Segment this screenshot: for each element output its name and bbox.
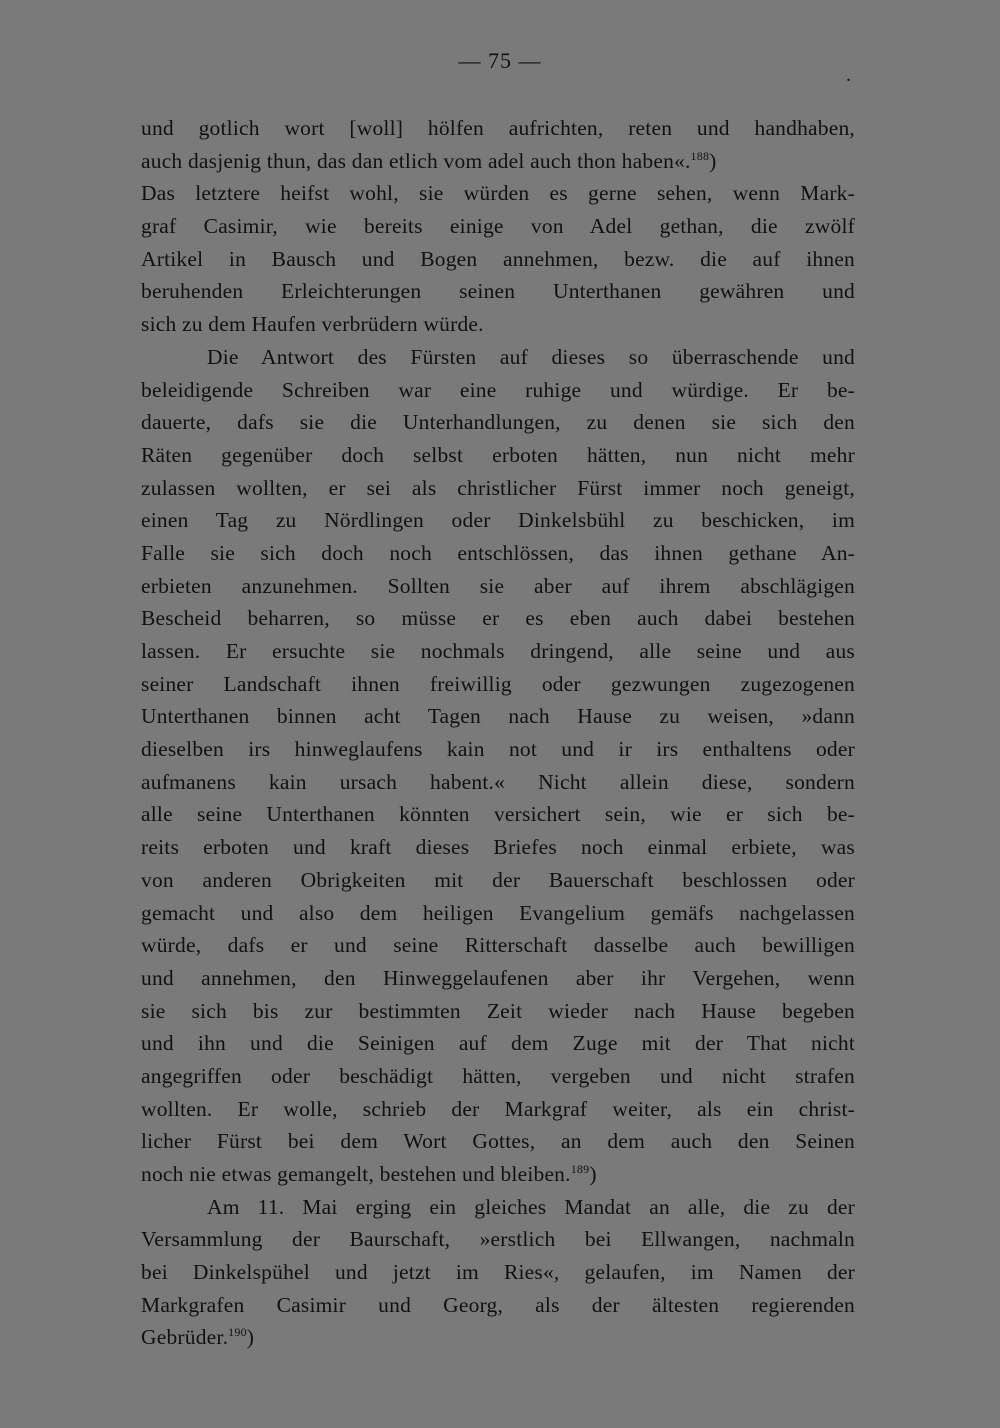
line-text: Räten gegenüber doch selbst erboten hätten, nun nicht mehr (141, 442, 855, 467)
line-text: noch nie etwas gemangelt, bestehen und bleiben. (141, 1162, 571, 1186)
text-line (141, 1125, 855, 1158)
line-text: reits erboten und kraft dieses Briefes noch einmal erbiete, was (141, 835, 855, 860)
line-text: bei Dinkelspühel und jetzt im Ries«, gelaufen, im Namen der (141, 1260, 855, 1285)
line-text: Bescheid beharren, so müsse er es eben auch dabei bestehen (141, 606, 855, 631)
line-text: Die Antwort des Fürsten auf dieses so überraschende und (207, 344, 855, 369)
line-text: graf Casimir, wie bereits einige von Adel gethan, die zwölf (141, 214, 855, 239)
text-line (141, 308, 855, 341)
text-line (141, 406, 855, 439)
line-text: lassen. Er ersuchte sie nochmals dringend, alle seine und aus (141, 639, 855, 663)
line-text: Artikel in Bausch und Bogen annehmen, bezw. die auf ihnen (141, 246, 855, 271)
line-text: Versammlung der Baurschaft, »erstlich bei Ellwangen, nachmaln (141, 1227, 855, 1252)
line-text: sie sich bis zur bestimmten Zeit wieder nach Hause begeben (141, 998, 855, 1023)
line-text: einen Tag zu Nördlingen oder Dinkelsbühl zu beschicken, im (141, 508, 855, 533)
line-text: erbieten anzunehmen. Sollten sie aber auf ihrem abschlägigen (141, 573, 855, 598)
text-line (141, 602, 855, 635)
text-line (141, 1223, 855, 1256)
text-line (141, 341, 855, 374)
line-text: Am 11. Mai erging ein gleiches Mandat an alle, die zu der (207, 1194, 855, 1219)
text-line (141, 1256, 855, 1289)
line-text: beruhenden Erleichterungen seinen Unterthanen gewähren und (141, 279, 855, 304)
line-text: gemacht und also dem heiligen Evangelium gemäfs nachgelassen (141, 900, 855, 925)
text-line (141, 864, 855, 897)
text-line (141, 145, 855, 178)
text-line (141, 374, 855, 407)
text-line (141, 1060, 855, 1093)
text-line (141, 962, 855, 995)
line-text: Gebrüder. (141, 1325, 229, 1350)
text-line (141, 439, 855, 472)
line-text: beleidigende Schreiben war eine ruhige und würdige. Er be- (141, 377, 855, 402)
footnote-marker: 190 (228, 1325, 247, 1340)
text-line (141, 635, 855, 668)
line-text: sich zu dem Haufen verbrüdern würde. (141, 312, 484, 337)
text-line (141, 275, 855, 308)
line-text: dauerte, dafs sie die Unterhandlungen, zu denen sie sich den (141, 410, 855, 435)
footnote-marker: 189 (570, 1162, 590, 1176)
text-line (141, 537, 855, 570)
text-line (141, 995, 855, 1028)
text-line (141, 897, 855, 930)
line-text: auch dasjenig thun, das dan etlich vom adel auch thon haben«. (141, 148, 691, 173)
text-line (141, 1289, 855, 1322)
line-text: seiner Landschaft ihnen freiwillig oder gezwungen zugezogenen (141, 671, 855, 696)
text-line (141, 210, 855, 243)
body-text (141, 112, 855, 1354)
line-text: Das letztere heifst wohl, sie würden es gerne sehen, wenn Mark- (141, 181, 855, 206)
line-text: zulassen wollten, er sei als christlicher Fürst immer noch geneigt, (141, 475, 855, 500)
text-line (141, 504, 855, 537)
text-line (141, 177, 855, 210)
line-text: alle seine Unterthanen könnten versichert sein, wie er sich be- (141, 802, 855, 827)
line-text: angegriffen oder beschädigt hätten, vergeben und nicht strafen (141, 1063, 855, 1088)
line-text: und annehmen, den Hinweggelaufenen aber ihr Vergehen, wenn (141, 965, 855, 990)
line-text: und gotlich wort [woll] hölfen aufrichten, reten und handhaben, (141, 116, 855, 140)
text-line (141, 1158, 855, 1191)
line-text: würde, dafs er und seine Ritterschaft dasselbe auch bewilligen (141, 933, 855, 958)
line-text: dieselben irs hinweglaufens kain not und ir irs enthaltens oder (141, 737, 855, 762)
line-text: aufmanens kain ursach habent.« Nicht allein diese, sondern (141, 769, 855, 794)
text-line (141, 1321, 855, 1354)
line-text: von anderen Obrigkeiten mit der Bauerschaft beschlossen oder (141, 867, 855, 892)
text-line (141, 766, 855, 799)
text-line (141, 700, 855, 733)
text-line (141, 1027, 855, 1060)
text-line (141, 831, 855, 864)
line-text: und ihn und die Seinigen auf dem Zuge mit der That nicht (141, 1031, 855, 1056)
text-line (141, 243, 855, 276)
line-text: Falle sie sich doch noch entschlössen, das ihnen gethane An- (141, 540, 855, 565)
text-line (141, 472, 855, 505)
page-number: — 75 — (458, 48, 542, 73)
text-line (141, 668, 855, 701)
line-text: wollten. Er wolle, schrieb der Markgraf weiter, als ein christ- (141, 1096, 855, 1121)
stray-mark: . (846, 64, 851, 86)
text-line (141, 570, 855, 603)
text-line (141, 112, 855, 145)
text-line (141, 1191, 855, 1224)
footnote-marker: 188 (690, 148, 710, 163)
footnote-paren: ) (709, 148, 717, 173)
footnote-paren: ) (589, 1162, 597, 1186)
line-text: Unterthanen binnen acht Tagen nach Hause zu weisen, »dann (141, 704, 855, 729)
text-line (141, 733, 855, 766)
line-text: Markgrafen Casimir und Georg, als der ältesten regierenden (141, 1292, 855, 1317)
line-text: licher Fürst bei dem Wort Gottes, an dem auch den Seinen (141, 1129, 855, 1154)
footnote-paren: ) (246, 1325, 255, 1350)
text-line (141, 798, 855, 831)
text-line (141, 1093, 855, 1126)
text-line (141, 929, 855, 962)
